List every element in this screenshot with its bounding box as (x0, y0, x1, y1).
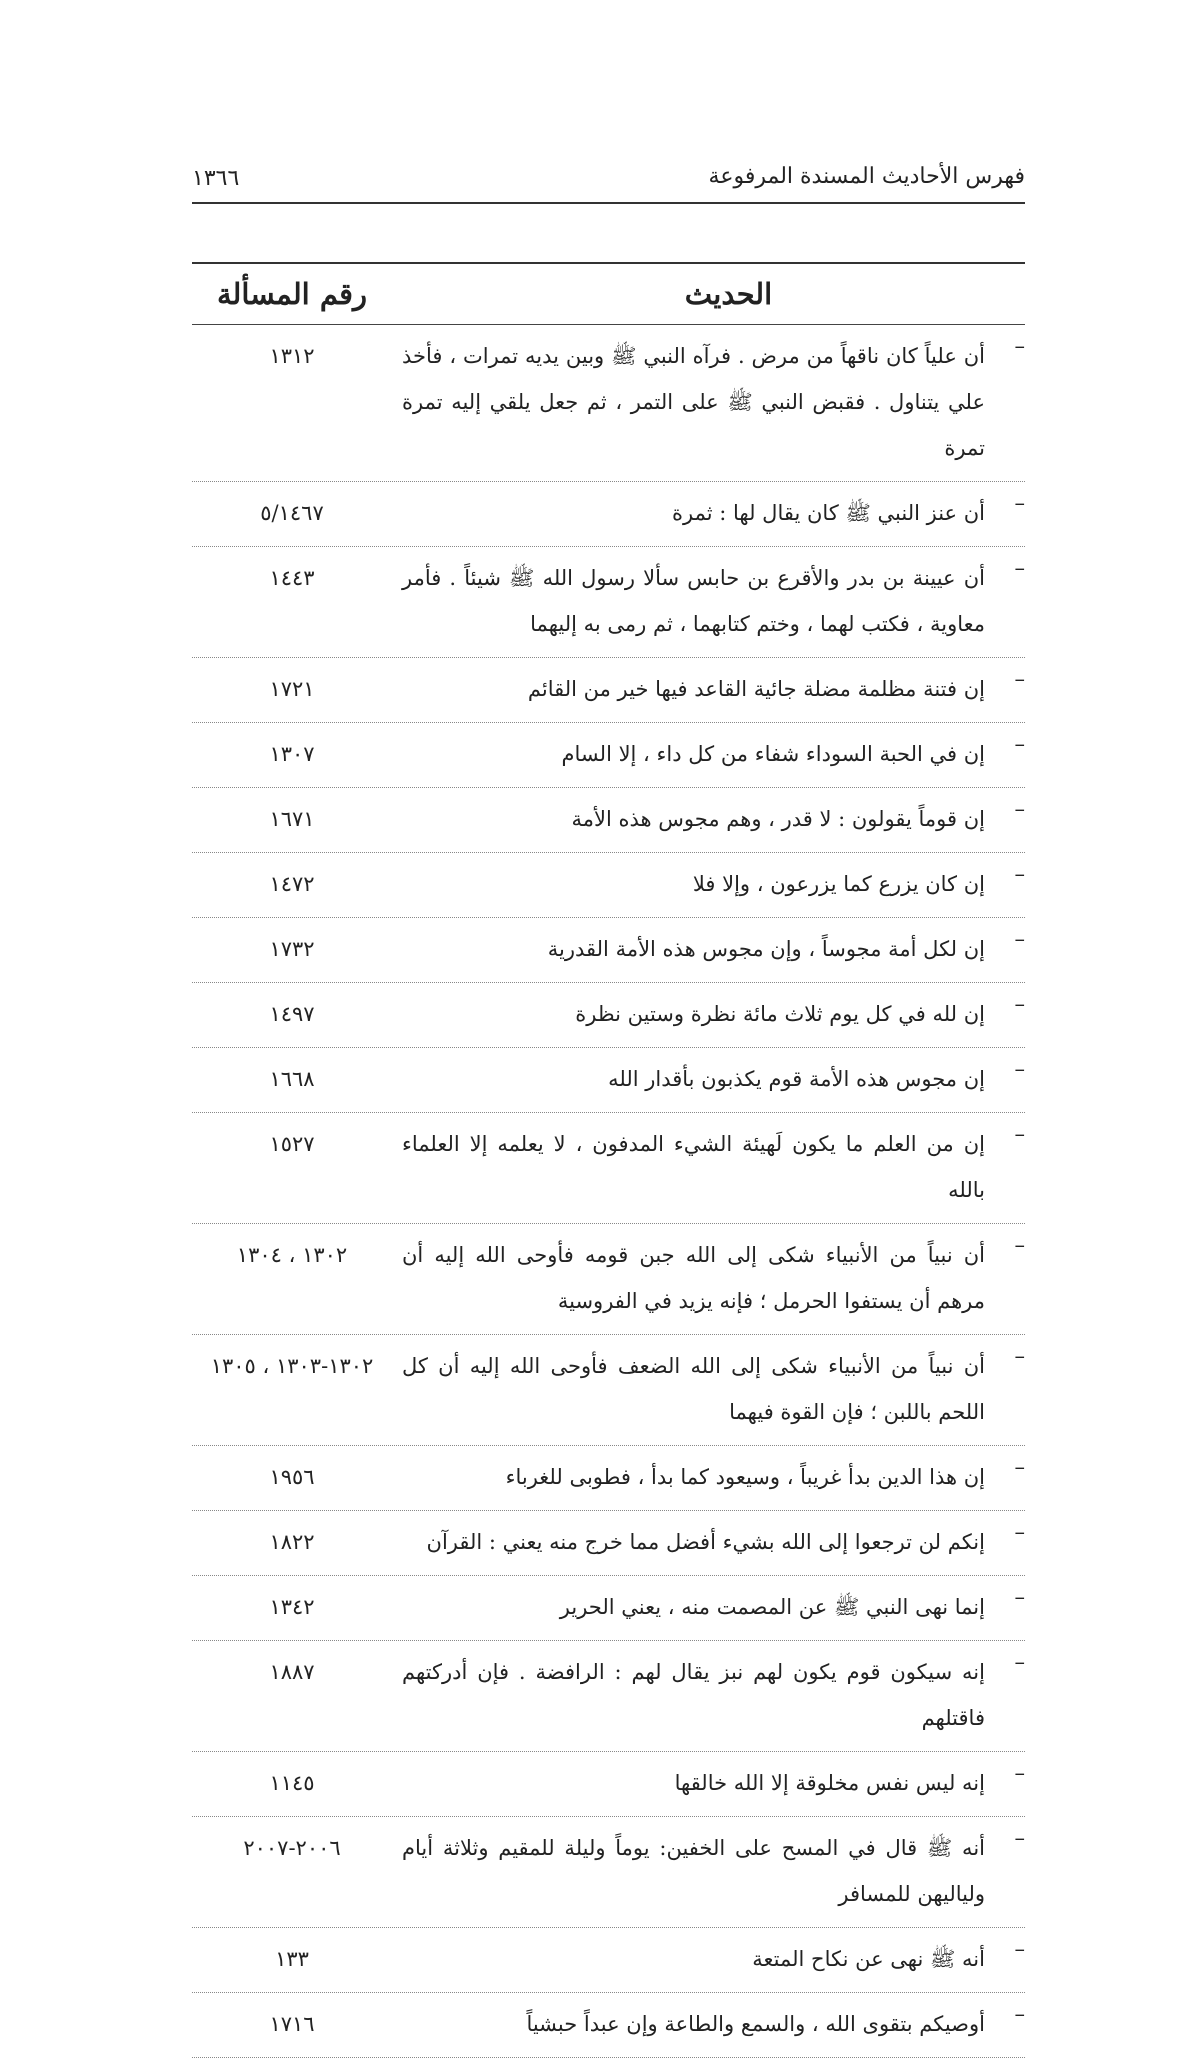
hadith-cell (392, 918, 1025, 982)
hadith-cell (392, 1928, 1025, 1992)
list-dash: – (1014, 1826, 1025, 1850)
hadith-cell (392, 547, 1025, 657)
table-row (192, 658, 1025, 723)
issue-number: ١٣١٢ (269, 344, 315, 368)
hadith-index-table (192, 262, 1025, 2058)
hadith-text: أن عيينة بن بدر والأقرع بن حابس سألا رسول الله ﷺ شيئاً . فأمر معاوية ، فكتب لهما ، وختم كتابهما ، ثم رمى به إليهما (402, 566, 985, 636)
list-dash: – (1014, 334, 1025, 358)
hadith-text: إن لكل أمة مجوساً ، وإن مجوس هذه الأمة القدرية (547, 937, 985, 961)
hadith-text: إنما نهى النبي ﷺ عن المصمت منه ، يعني الحرير (559, 1595, 985, 1619)
hadith-text: أن عنز النبي ﷺ كان يقال لها : ثمرة (672, 501, 985, 525)
list-dash: – (1014, 1057, 1025, 1081)
hadith-text: أن نبياً من الأنبياء شكى إلى الله الضعف فأوحى الله إليه أن كل اللحم باللبن ؛ فإن القوة فيهما (402, 1354, 985, 1424)
issue-number: ٥/١٤٦٧ (260, 501, 324, 525)
table-row (192, 1446, 1025, 1511)
column-header-number: رقم المسألة (216, 277, 367, 311)
hadith-cell (392, 658, 1025, 722)
issue-number: ١٣٣ (275, 1947, 309, 1971)
hadith-text: إن مجوس هذه الأمة قوم يكذبون بأقدار الله (608, 1067, 985, 1091)
issue-number: ١٣٠٢-١٣٠٣ ، ١٣٠٥ (210, 1354, 374, 1378)
running-header (192, 162, 1025, 204)
table-row (192, 1993, 1025, 2058)
hadith-cell (392, 1335, 1025, 1445)
list-dash: – (1014, 862, 1025, 886)
issue-number: ١٦٧١ (269, 807, 315, 831)
list-dash: – (1014, 1455, 1025, 1479)
list-dash: – (1014, 927, 1025, 951)
list-dash: – (1014, 491, 1025, 515)
hadith-cell (392, 482, 1025, 546)
issue-number: ١٦٦٨ (269, 1067, 315, 1091)
hadith-text: أنه ﷺ قال في المسح على الخفين: يوماً وليلة للمقيم وثلاثة أيام ولياليهن للمسافر (402, 1836, 985, 1906)
issue-number: ١٤٧٢ (269, 872, 315, 896)
table-row (192, 788, 1025, 853)
table-row (192, 1752, 1025, 1817)
table-row (192, 983, 1025, 1048)
hadith-text: أن نبياً من الأنبياء شكى إلى الله جبن قومه فأوحى الله إليه أن مرهم أن يستفوا الحرمل ؛ فإنه يزيد في الفروسية (402, 1243, 985, 1313)
table-row (192, 1335, 1025, 1446)
table-row (192, 1113, 1025, 1224)
table-row (192, 1048, 1025, 1113)
hadith-cell (392, 1511, 1025, 1575)
column-header-hadith: الحديث (684, 277, 773, 311)
hadith-text: إن في الحبة السوداء شفاء من كل داء ، إلا السام (561, 742, 985, 766)
issue-number: ١٧٢١ (269, 677, 315, 701)
hadith-cell (392, 1752, 1025, 1816)
issue-number: ١٥٢٧ (269, 1132, 315, 1156)
hadith-text: إن كان يزرع كما يزرعون ، وإلا فلا (692, 872, 985, 896)
list-dash: – (1014, 1233, 1025, 1257)
list-dash: – (1014, 667, 1025, 691)
table-row (192, 547, 1025, 658)
table-row (192, 723, 1025, 788)
issue-number: ٢٠٠٦-٢٠٠٧ (243, 1836, 341, 1860)
table-body (192, 325, 1025, 2058)
hadith-cell (392, 788, 1025, 852)
table-row (192, 1224, 1025, 1335)
issue-number: ١٨٢٢ (269, 1530, 315, 1554)
hadith-cell (392, 1224, 1025, 1334)
hadith-text: أنه ﷺ نهى عن نكاح المتعة (752, 1947, 985, 1971)
hadith-cell (392, 1446, 1025, 1510)
hadith-cell (392, 325, 1025, 481)
list-dash: – (1014, 1122, 1025, 1146)
hadith-text: إنه سيكون قوم يكون لهم نبز يقال لهم : الرافضة . فإن أدركتهم فاقتلهم (402, 1660, 985, 1730)
hadith-cell (392, 723, 1025, 787)
list-dash: – (1014, 1761, 1025, 1785)
hadith-cell (392, 1048, 1025, 1112)
table-row (192, 1511, 1025, 1576)
list-dash: – (1014, 1344, 1025, 1368)
hadith-text: أوصيكم بتقوى الله ، والسمع والطاعة وإن عبداً حبشياً (526, 2012, 985, 2036)
table-row (192, 1817, 1025, 1928)
hadith-text: إن لله في كل يوم ثلاث مائة نظرة وستين نظرة (575, 1002, 985, 1026)
list-dash: – (1014, 1650, 1025, 1674)
list-dash: – (1014, 992, 1025, 1016)
hadith-cell (392, 1817, 1025, 1927)
hadith-cell (392, 853, 1025, 917)
issue-number: ١٨٨٧ (269, 1660, 315, 1684)
hadith-text: أن علياً كان ناقهاً من مرض . فرآه النبي ﷺ وبين يديه تمرات ، فأخذ علي يتناول . فقبض النبي ﷺ على التمر ، ثم جعل يلقي إليه تمرة تمرة (402, 344, 985, 460)
page-number: ١٣٦٦ (192, 166, 240, 191)
hadith-cell (392, 1641, 1025, 1751)
hadith-cell (392, 1576, 1025, 1640)
hadith-text: إنه ليس نفس مخلوقة إلا الله خالقها (674, 1771, 985, 1795)
table-row (192, 1576, 1025, 1641)
issue-number: ١٤٤٣ (269, 566, 315, 590)
list-dash: – (1014, 1585, 1025, 1609)
issue-number: ١٩٥٦ (269, 1465, 315, 1489)
issue-number: ١٤٩٧ (269, 1002, 315, 1026)
hadith-text: إن فتنة مظلمة مضلة جائية القاعد فيها خير من القائم (527, 677, 985, 701)
hadith-text: إن قوماً يقولون : لا قدر ، وهم مجوس هذه الأمة (571, 807, 985, 831)
issue-number: ١٣٠٧ (269, 742, 315, 766)
table-header-row (192, 264, 1025, 325)
table-row (192, 918, 1025, 983)
list-dash: – (1014, 1520, 1025, 1544)
hadith-text: إن هذا الدين بدأ غريباً ، وسيعود كما بدأ ، فطوبى للغرباء (505, 1465, 985, 1489)
table-row (192, 1928, 1025, 1993)
hadith-cell (392, 1113, 1025, 1223)
table-row (192, 325, 1025, 482)
issue-number: ١١٤٥ (269, 1771, 315, 1795)
hadith-cell (392, 983, 1025, 1047)
list-dash: – (1014, 797, 1025, 821)
list-dash: – (1014, 2002, 1025, 2026)
hadith-cell (392, 1993, 1025, 2057)
issue-number: ١٣٠٢ ، ١٣٠٤ (236, 1243, 348, 1267)
issue-number: ١٧١٦ (269, 2012, 315, 2036)
hadith-text: إنكم لن ترجعوا إلى الله بشيء أفضل مما خرج منه يعني : القرآن (426, 1530, 985, 1554)
issue-number: ١٧٣٢ (269, 937, 315, 961)
table-row (192, 482, 1025, 547)
header-title: فهرس الأحاديث المسندة المرفوعة (708, 164, 1025, 189)
issue-number: ١٣٤٢ (269, 1595, 315, 1619)
hadith-text: إن من العلم ما يكون لَهيئة الشيء المدفون ، لا يعلمه إلا العلماء بالله (402, 1132, 985, 1202)
list-dash: – (1014, 556, 1025, 580)
list-dash: – (1014, 732, 1025, 756)
table-row (192, 853, 1025, 918)
list-dash: – (1014, 1937, 1025, 1961)
table-row (192, 1641, 1025, 1752)
